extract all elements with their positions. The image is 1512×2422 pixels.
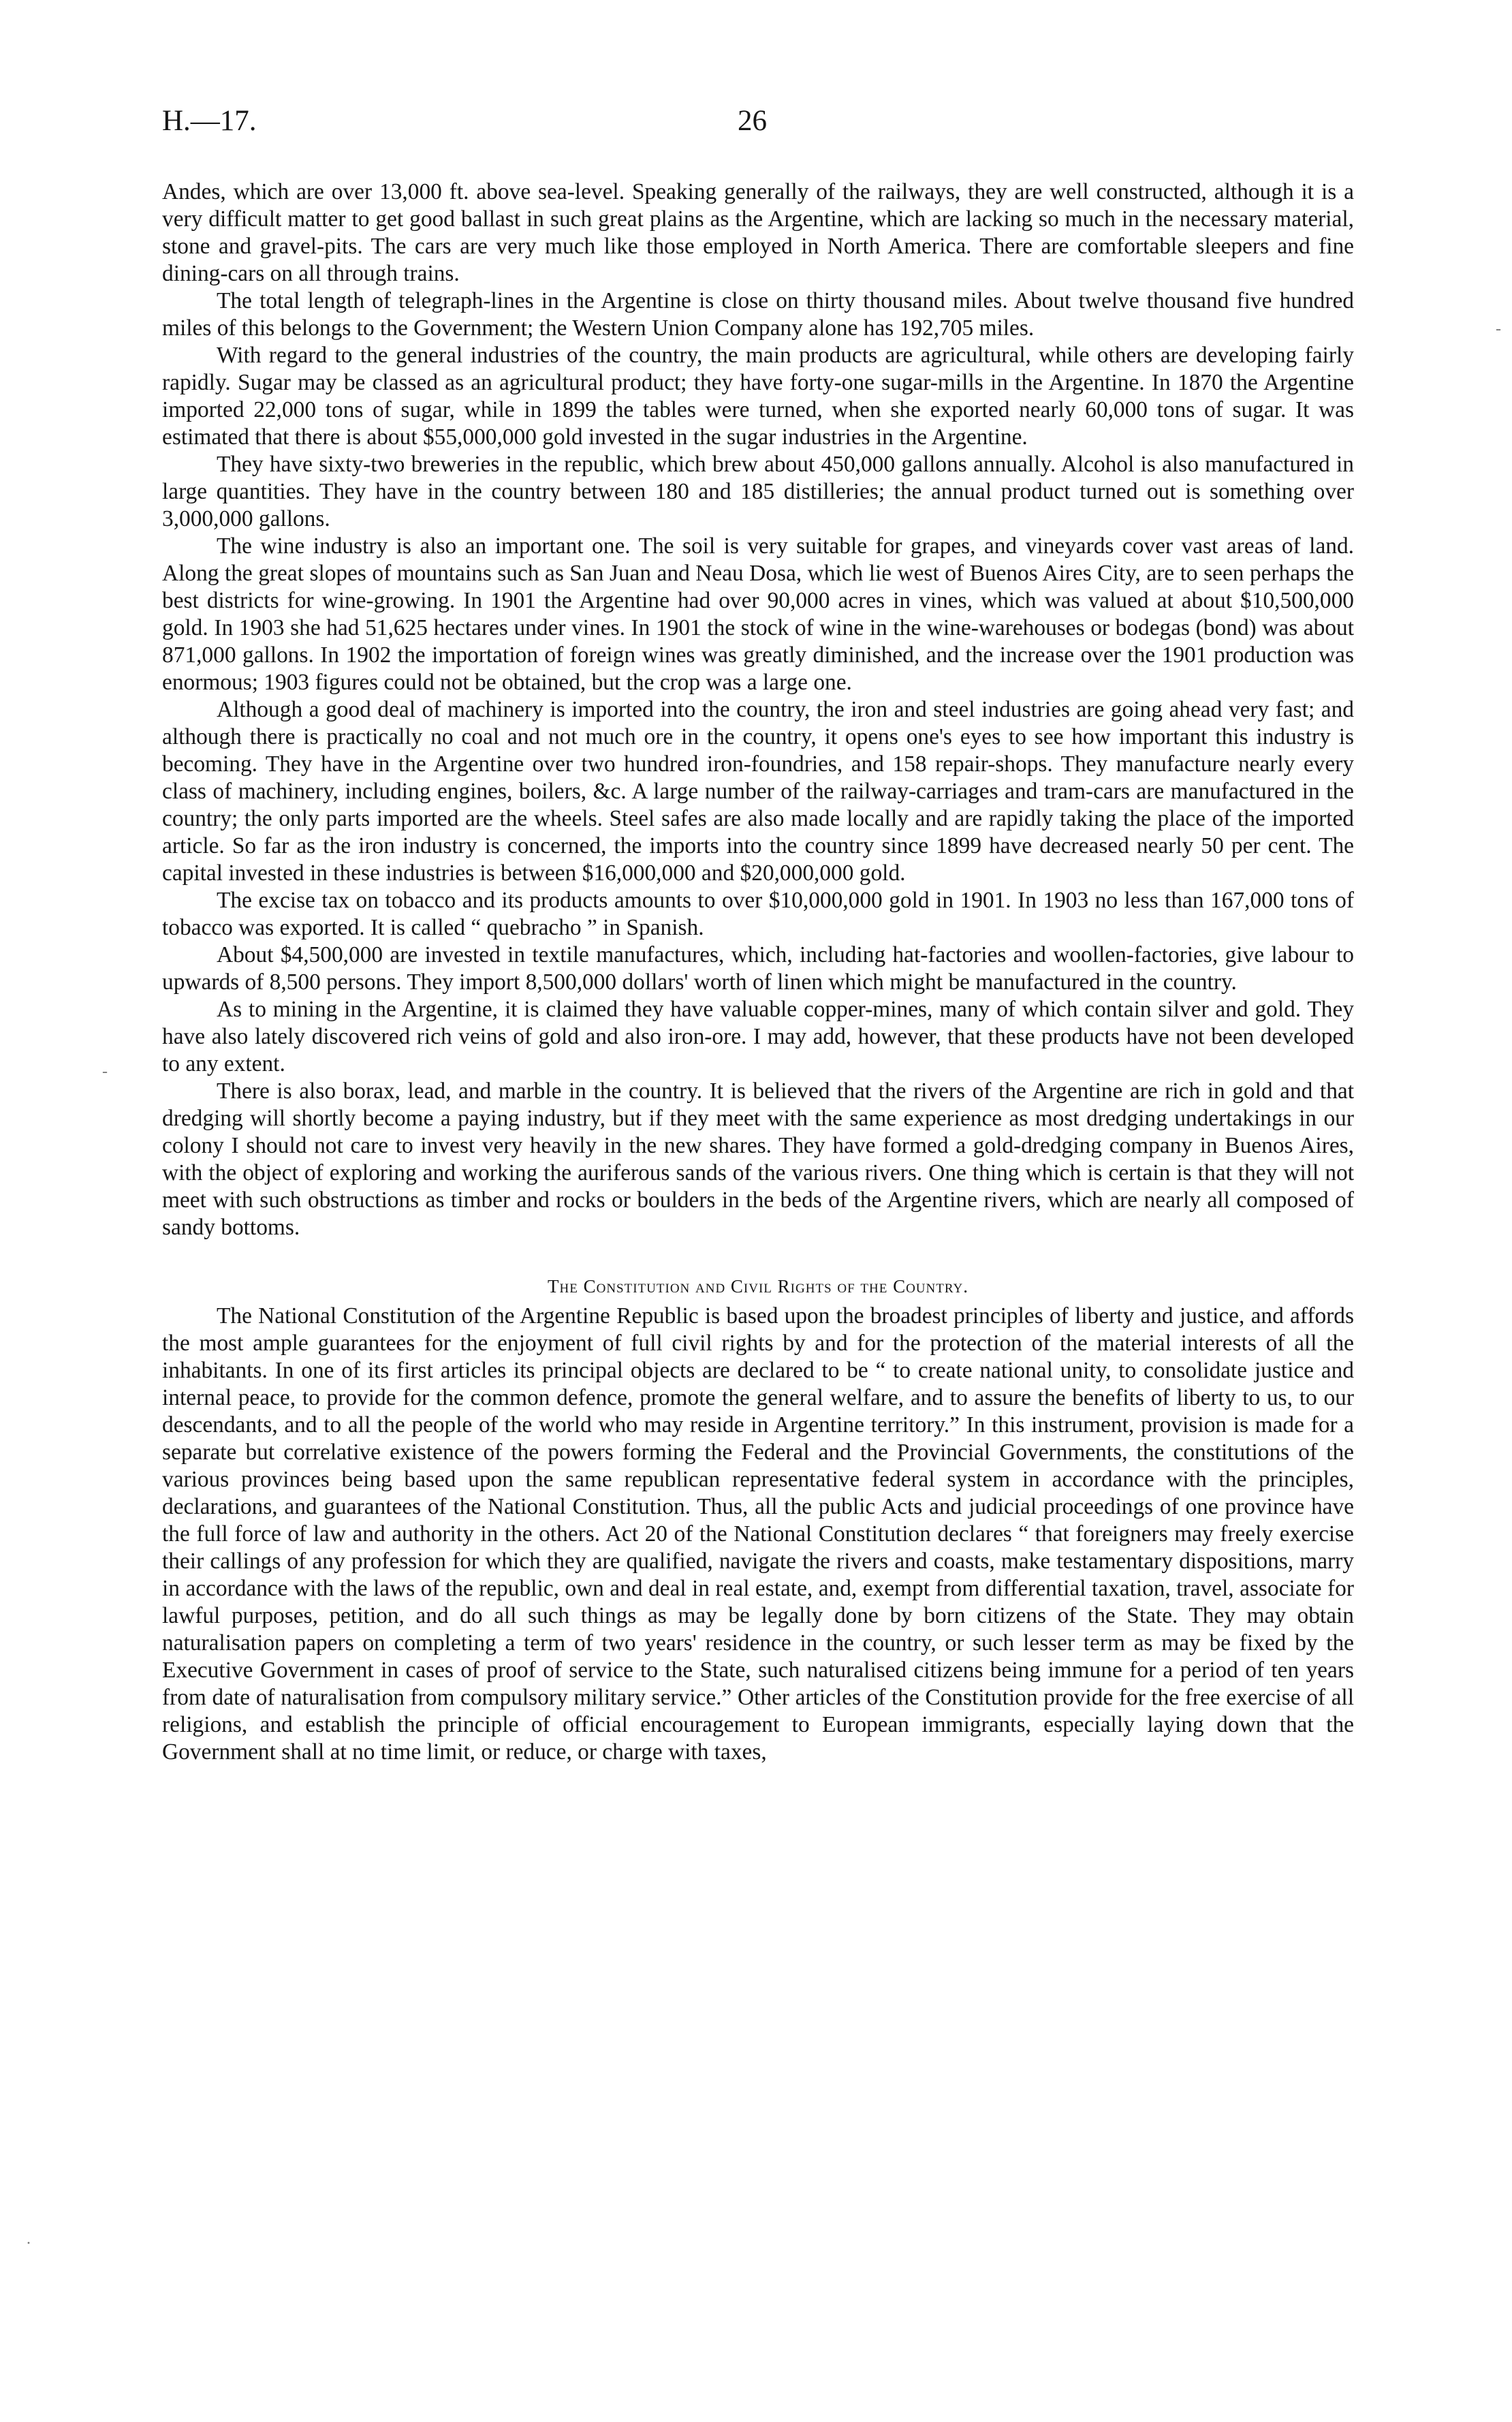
paragraph-telegraph: The total length of telegraph-lines in the Argentine is close on thirty thousand miles. About twelve thousand five hundred miles of this belongs to the Government; the Western Union Company alone has 192,705 miles. bbox=[162, 288, 1354, 341]
margin-mark: · bbox=[26, 2235, 31, 2252]
paragraph-wine: The wine industry is also an important one. The soil is very suitable for grapes, and vineyards cover vast areas of land. Along the great slopes of mountains such as San Juan and Neau Dosa, which lie west of Buenos Aires City, are to seen perhaps the best districts for wine-growing. In 1901 the Argentine had over 90,000 acres in vines, which was valued at about $10,500,000 gold. In 1903 she had 51,625 hectares under vines. In 1901 the stock of wine in the wine-warehouses or bodegas (bond) was about 871,000 gallons. In 1902 the importation of foreign wines was greatly diminished, and the increase over the 1901 production was enormous; 1903 figures could not be obtained, but the crop was a large one. bbox=[162, 533, 1354, 695]
paragraph-tobacco: The excise tax on tobacco and its products amounts to over $10,000,000 gold in 1901. In 1903 no less than 167,000 tons of tobacco was exported. It is called “ quebracho ” in Spanish. bbox=[162, 888, 1354, 940]
document-reference: H.—17. bbox=[162, 105, 257, 137]
paragraph-textiles: About $4,500,000 are invested in textile manufactures, which, including hat-factories and woollen-factories, give labour to upwards of 8,500 persons. They import 8,500,000 dollars' worth of linen which might be manufactured in the country. bbox=[162, 942, 1354, 995]
paragraph-borax-dredging: There is also borax, lead, and marble in the country. It is believed that the rivers of the Argentine are rich in gold and that dredging will shortly become a paying industry, but if they meet with the same experience as most dredging undertakings in our colony I should not care to invest very heavily in the new shares. They have formed a gold-dredging company in Buenos Aires, with the object of exploring and working the auriferous sands of the various rivers. One thing which is certain is that they will not meet with such obstructions as timber and rocks or boulders in the beds of the Argentine rivers, which are nearly all composed of sandy bottoms. bbox=[162, 1078, 1354, 1240]
paragraph-iron-steel: Although a good deal of machinery is imported into the country, the iron and steel industries are going ahead very fast; and although there is practically no coal and not much ore in the country, it opens one's eyes to see how important this industry is becoming. They have in the Argentine over two hundred iron-foundries, and 158 repair-shops. They manufacture nearly every class of machinery, including engines, boilers, &c. A large number of the railway-carriages and tram-cars are manufactured in the country; the only parts imported are the wheels. Steel safes are also made locally and are rapidly taking the place of the imported article. So far as the iron industry is concerned, the imports into the country since 1899 have decreased nearly 50 per cent. The capital invested in these industries is between $16,000,000 and $20,000,000 gold. bbox=[162, 697, 1354, 886]
paragraph-mining: As to mining in the Argentine, it is claimed they have valuable copper-mines, many of which contain silver and gold. They have also lately discovered rich veins of gold and also iron-ore. I may add, however, that these products have not been developed to any extent. bbox=[162, 997, 1354, 1076]
paragraph-sugar: With regard to the general industries of the country, the main products are agricultural, while others are developing fairly rapidly. Sugar may be classed as an agricultural product; they have forty-one sugar-mills in the Argentine. In 1870 the Argentine imported 22,000 tons of sugar, while in 1899 the tables were turned, when she exported nearly 60,000 tons of sugar. It was estimated that there is about $55,000,000 gold invested in the sugar industries in the Argentine. bbox=[162, 343, 1354, 450]
margin-mark: - bbox=[102, 1063, 108, 1081]
page-number: 26 bbox=[738, 105, 767, 137]
section-heading: The Constitution and Civil Rights of the Country. bbox=[548, 1276, 968, 1297]
margin-mark: - bbox=[1496, 320, 1501, 338]
paragraph-railways: Andes, which are over 13,000 ft. above sea-level. Speaking generally of the railways, they are well constructed, although it is a very difficult matter to get good ballast in such great plains as the Argentine, which are lacking so much in the necessary material, stone and gravel-pits. The cars are very much like those employed in North America. There are comfortable sleepers and fine dining-cars on all through trains. bbox=[162, 179, 1354, 286]
page-header bbox=[162, 101, 1354, 142]
paragraph-constitution: The National Constitution of the Argentine Republic is based upon the broadest principles of liberty and justice, and affords the most ample guarantees for the enjoyment of full civil rights by and for the protection of the material interests of all the inhabitants. In one of its first articles its principal objects are declared to be “ to create national unity, to consolidate justice and internal peace, to provide for the common defence, promote the general welfare, and to assure the benefits of liberty to us, to our descendants, and to all the people of the world who may reside in Argentine territory.” In this instrument, provision is made for a separate but correlative existence of the powers forming the Federal and the Provincial Governments, the constitutions of the various provinces being based upon the same republican representative federal system in accordance with the principles, declarations, and guarantees of the National Constitution. Thus, all the public Acts and judicial proceedings of one province have the full force of law and authority in the others. Act 20 of the National Constitution declares “ that foreigners may freely exercise their callings of any profession for which they are qualified, navigate the rivers and coasts, make testamentary dispositions, marry in accordance with the laws of the republic, own and deal in real estate, and, exempt from differential taxation, travel, associate for lawful purposes, petition, and do all such things as may be legally done by born citizens of the State. They may obtain naturalisation papers on completing a term of two years' residence in the country, or such lesser term as may be fixed by the Executive Government in cases of proof of service to the State, such naturalised citizens being immune for a period of ten years from date of naturalisation from compulsory military service.” Other articles of the Constitution provide for the free exercise of all religions, and establish the principle of official encouragement to European immigrants, especially laying down that the Government shall at no time limit, or reduce, or charge with taxes, bbox=[162, 1303, 1354, 1765]
paragraph-breweries: They have sixty-two breweries in the republic, which brew about 450,000 gallons annually. Alcohol is also manufactured in large quantities. They have in the country between 180 and 185 distilleries; the annual product turned out is something over 3,000,000 gallons. bbox=[162, 452, 1354, 531]
page-body bbox=[162, 178, 1354, 1766]
